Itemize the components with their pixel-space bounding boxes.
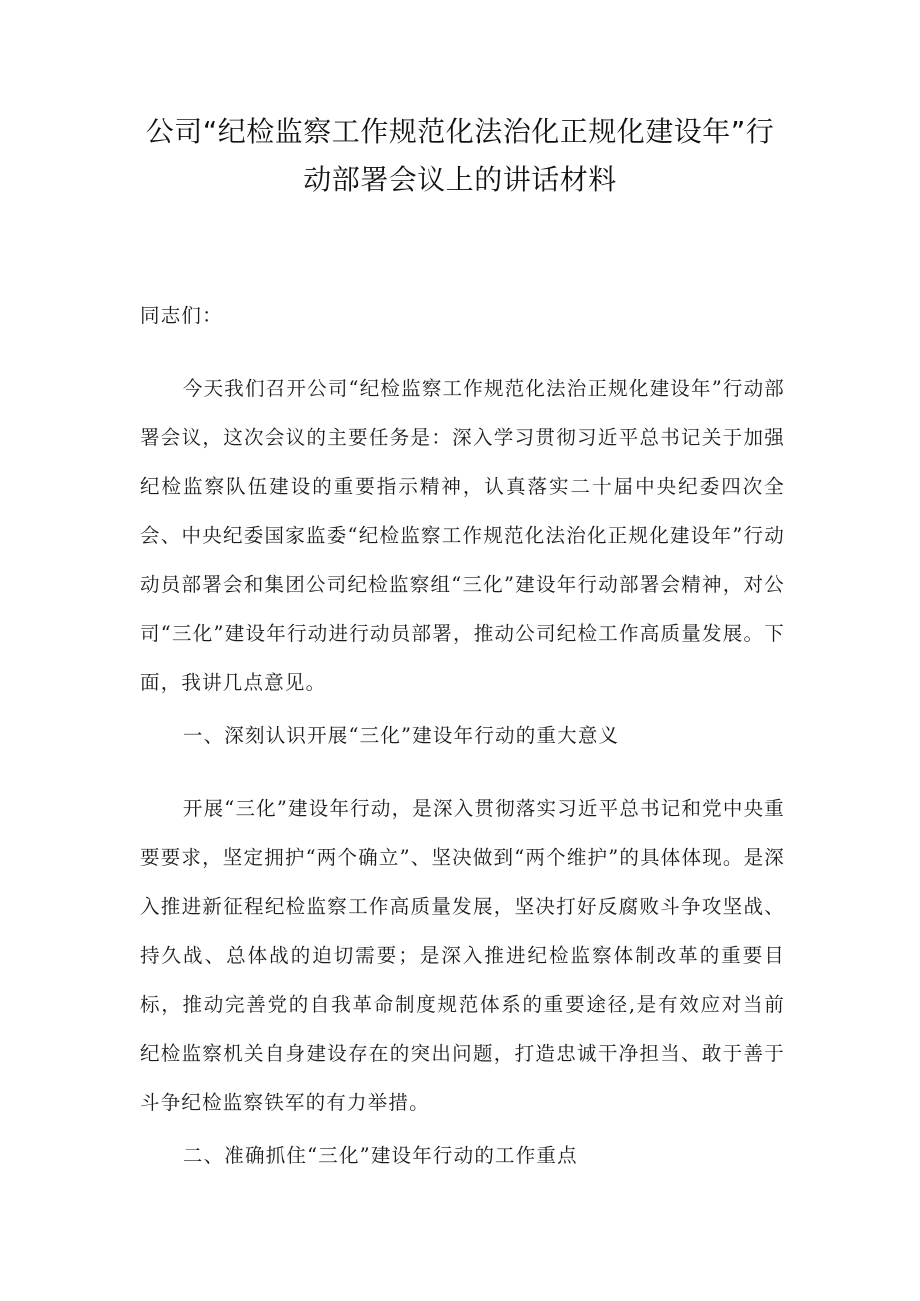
section-heading-2: 二、准确抓住“三化”建设年行动的工作重点 (182, 1144, 578, 1167)
paragraph-intro: 今天我们召开公司“纪检监察工作规范化法治正规化建设年”行动部署会议，这次会议的主要任务是：深入学习贯彻习近平总书记关于加强纪检监察队伍建设的重要指示精神，认真落实二十届中央纪委四次全会、中央纪委国家监委“纪检监察工作规范化法治化正规化建设年”行动动员部署会和集团公司纪检监察组“三化”建设年行动部署会精神，对公司“三化”建设年行动进行动员部署，推动公司纪检工作高质量发展。下面，我讲几点意见。 (140, 377, 785, 694)
title-line-2: 动部署会议上的讲话材料 (303, 163, 617, 196)
section-heading-1: 一、深刻认识开展“三化”建设年行动的重大意义 (182, 724, 620, 747)
salutation: 同志们： (140, 304, 223, 327)
document-title (120, 108, 800, 204)
title-line-1: 公司“纪检监察工作规范化法治化正规化建设年”行 (145, 115, 775, 148)
paragraph-significance: 开展“三化”建设年行动，是深入贯彻落实习近平总书记和党中央重要要求，坚定拥护“两个确立”、坚决做到“两个维护”的具体体现。是深入推进新征程纪检监察工作高质量发展，坚决打好反腐败斗争攻坚战、持久战、总体战的迫切需要；是深入推进纪检监察体制改革的重要目标，推动完善党的自我革命制度规范体系的重要途径,是有效应对当前纪检监察机关自身建设存在的突出问题，打造忠诚干净担当、敢于善于斗争纪检监察铁军的有力举措。 (140, 797, 785, 1114)
